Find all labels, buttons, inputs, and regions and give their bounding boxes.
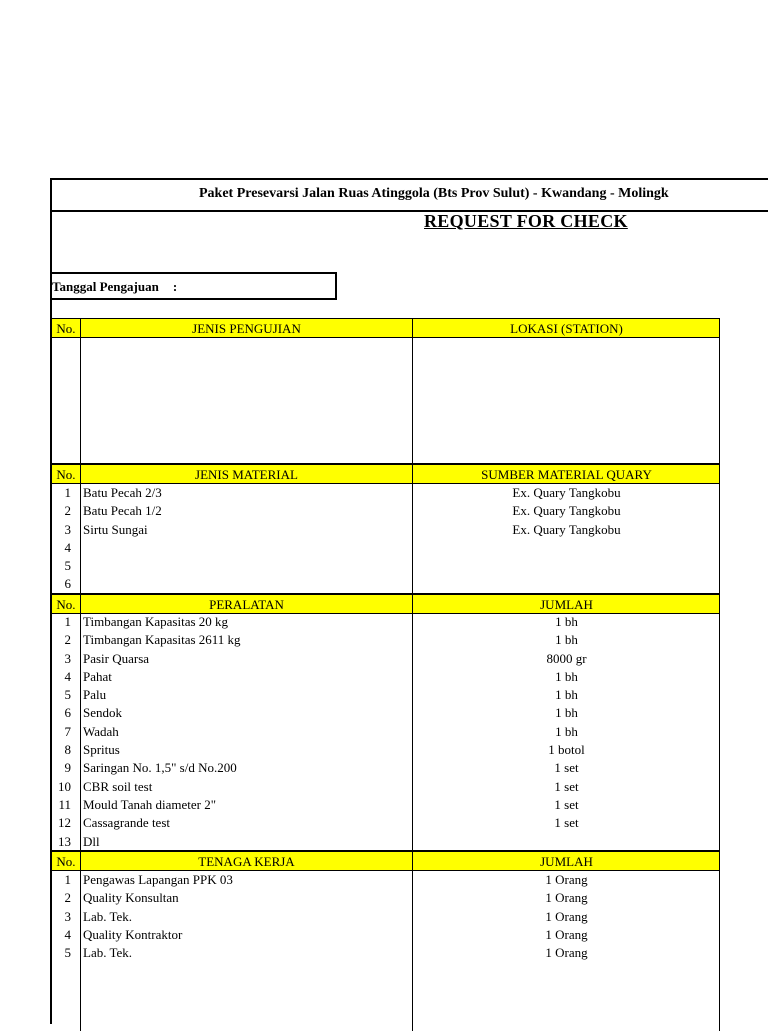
peralatan-item: Cassagrande test	[83, 815, 171, 831]
material-item: Sirtu Sungai	[83, 521, 148, 537]
peralatan-no: 7	[64, 723, 71, 739]
material-body	[52, 484, 720, 594]
peralatan-item: Timbangan Kapasitas 20 kg	[83, 614, 229, 629]
pengujian-body	[52, 338, 720, 464]
peralatan-no: 11	[58, 796, 71, 812]
peralatan-item: Mould Tanah diameter 2"	[83, 796, 217, 812]
peralatan-item: Palu	[83, 687, 107, 703]
tenaga-item: Quality Kontraktor	[83, 926, 183, 942]
title-divider	[52, 210, 768, 212]
request-for-check-sheet	[50, 178, 768, 1024]
peralatan-item: Wadah	[83, 723, 119, 739]
peralatan-value: 1 bh	[555, 705, 578, 721]
peralatan-no: 2	[64, 632, 71, 648]
submission-date-colon: :	[172, 279, 178, 294]
peralatan-no: 9	[64, 760, 71, 776]
peralatan-no: 3	[64, 650, 71, 666]
peralatan-row	[52, 705, 720, 723]
material-header-row	[52, 464, 720, 484]
material-no: 2	[64, 503, 71, 519]
peralatan-no: 1	[64, 614, 71, 629]
peralatan-item: Saringan No. 1,5" s/d No.200	[83, 760, 237, 776]
tenaga-no: 5	[64, 945, 71, 961]
tenaga-item: Pengawas Lapangan PPK 03	[83, 872, 233, 887]
peralatan-value: 1 bh	[555, 687, 578, 703]
material-row	[52, 576, 720, 594]
peralatan-col-jumlah: JUMLAH	[540, 597, 593, 612]
tenaga-col-jumlah: JUMLAH	[540, 854, 593, 869]
material-item: Batu Pecah 2/3	[83, 485, 162, 500]
peralatan-row	[52, 834, 720, 852]
material-row	[52, 522, 720, 540]
tenaga-value: 1 Orang	[545, 890, 588, 906]
submission-date-box	[52, 272, 337, 300]
material-row	[52, 503, 720, 521]
peralatan-row	[52, 779, 720, 797]
material-item: Batu Pecah 1/2	[83, 503, 162, 519]
material-col-sumber: SUMBER MATERIAL QUARY	[481, 467, 652, 482]
peralatan-body	[52, 614, 720, 851]
peralatan-row	[52, 614, 720, 632]
peralatan-value: 8000 gr	[546, 650, 587, 666]
tenaga-value: 1 Orang	[545, 908, 588, 924]
material-no: 6	[64, 576, 71, 592]
tenaga-item: Lab. Tek.	[83, 908, 133, 924]
tenaga-body	[52, 871, 720, 1031]
peralatan-item: CBR soil test	[83, 778, 153, 794]
material-no: 5	[64, 558, 71, 574]
peralatan-item: Dll	[83, 833, 100, 849]
tenaga-row	[52, 927, 720, 945]
tenaga-value: 1 Orang	[545, 926, 588, 942]
pengujian-col-jenis: JENIS PENGUJIAN	[192, 321, 301, 336]
tenaga-value: 1 Orang	[545, 872, 588, 887]
tenaga-row	[52, 872, 720, 890]
peralatan-row	[52, 760, 720, 778]
tenaga-item: Lab. Tek.	[83, 945, 133, 961]
material-no: 4	[64, 539, 71, 555]
peralatan-no: 6	[64, 705, 71, 721]
submission-date-label: Tanggal Pengajuan	[52, 279, 159, 294]
pengujian-header-row	[52, 318, 720, 338]
peralatan-item: Pahat	[83, 668, 112, 684]
peralatan-value: 1 botol	[548, 742, 585, 758]
peralatan-value: 1 bh	[555, 668, 578, 684]
peralatan-item: Spritus	[83, 742, 120, 758]
peralatan-row	[52, 632, 720, 650]
pengujian-col-lokasi: LOKASI (STATION)	[510, 321, 623, 336]
tenaga-row	[52, 909, 720, 927]
tenaga-item: Quality Konsultan	[83, 890, 179, 906]
peralatan-value: 1 set	[554, 760, 579, 776]
peralatan-col-no: No.	[56, 597, 76, 612]
material-row	[52, 540, 720, 558]
peralatan-value: 1 bh	[555, 614, 578, 629]
tenaga-no: 4	[64, 926, 71, 942]
pengujian-col-no: No.	[56, 321, 76, 336]
peralatan-row	[52, 651, 720, 669]
peralatan-row	[52, 742, 720, 760]
material-no: 1	[64, 485, 71, 500]
peralatan-value: 1 set	[554, 815, 579, 831]
peralatan-row	[52, 797, 720, 815]
material-row	[52, 485, 720, 503]
tenaga-row	[52, 945, 720, 963]
peralatan-item: Sendok	[83, 705, 122, 721]
peralatan-no: 4	[64, 668, 71, 684]
peralatan-value: 1 bh	[555, 632, 578, 648]
material-value: Ex. Quary Tangkobu	[512, 503, 621, 519]
material-value: Ex. Quary Tangkobu	[512, 485, 621, 500]
tenaga-col-no: No.	[56, 854, 76, 869]
material-col-jenis: JENIS MATERIAL	[195, 467, 298, 482]
project-title: Paket Presevarsi Jalan Ruas Atinggola (Bts Prov Sulut) - Kwandang - Molingk	[199, 186, 669, 201]
tenaga-row	[52, 890, 720, 908]
tenaga-no: 3	[64, 908, 71, 924]
material-row	[52, 558, 720, 576]
peralatan-row	[52, 815, 720, 833]
peralatan-row	[52, 687, 720, 705]
peralatan-col-nama: PERALATAN	[209, 597, 284, 612]
tenaga-no: 1	[64, 872, 71, 887]
peralatan-no: 12	[58, 815, 71, 831]
peralatan-row	[52, 724, 720, 742]
document-title: REQUEST FOR CHECK	[424, 211, 628, 231]
peralatan-value: 1 bh	[555, 723, 578, 739]
peralatan-row	[52, 669, 720, 687]
material-no: 3	[64, 521, 71, 537]
tenaga-no: 2	[64, 890, 71, 906]
material-value: Ex. Quary Tangkobu	[512, 521, 621, 537]
peralatan-header-row	[52, 594, 720, 614]
peralatan-no: 13	[58, 833, 71, 849]
tenaga-col-nama: TENAGA KERJA	[198, 854, 295, 869]
tenaga-header-row	[52, 851, 720, 871]
tenaga-value: 1 Orang	[545, 945, 588, 961]
peralatan-no: 8	[64, 742, 71, 758]
material-col-no: No.	[56, 467, 76, 482]
peralatan-no: 5	[64, 687, 71, 703]
peralatan-value: 1 set	[554, 778, 579, 794]
peralatan-item: Timbangan Kapasitas 2611 kg	[83, 632, 241, 648]
peralatan-no: 10	[58, 778, 71, 794]
peralatan-value: 1 set	[554, 796, 579, 812]
peralatan-item: Pasir Quarsa	[83, 650, 150, 666]
